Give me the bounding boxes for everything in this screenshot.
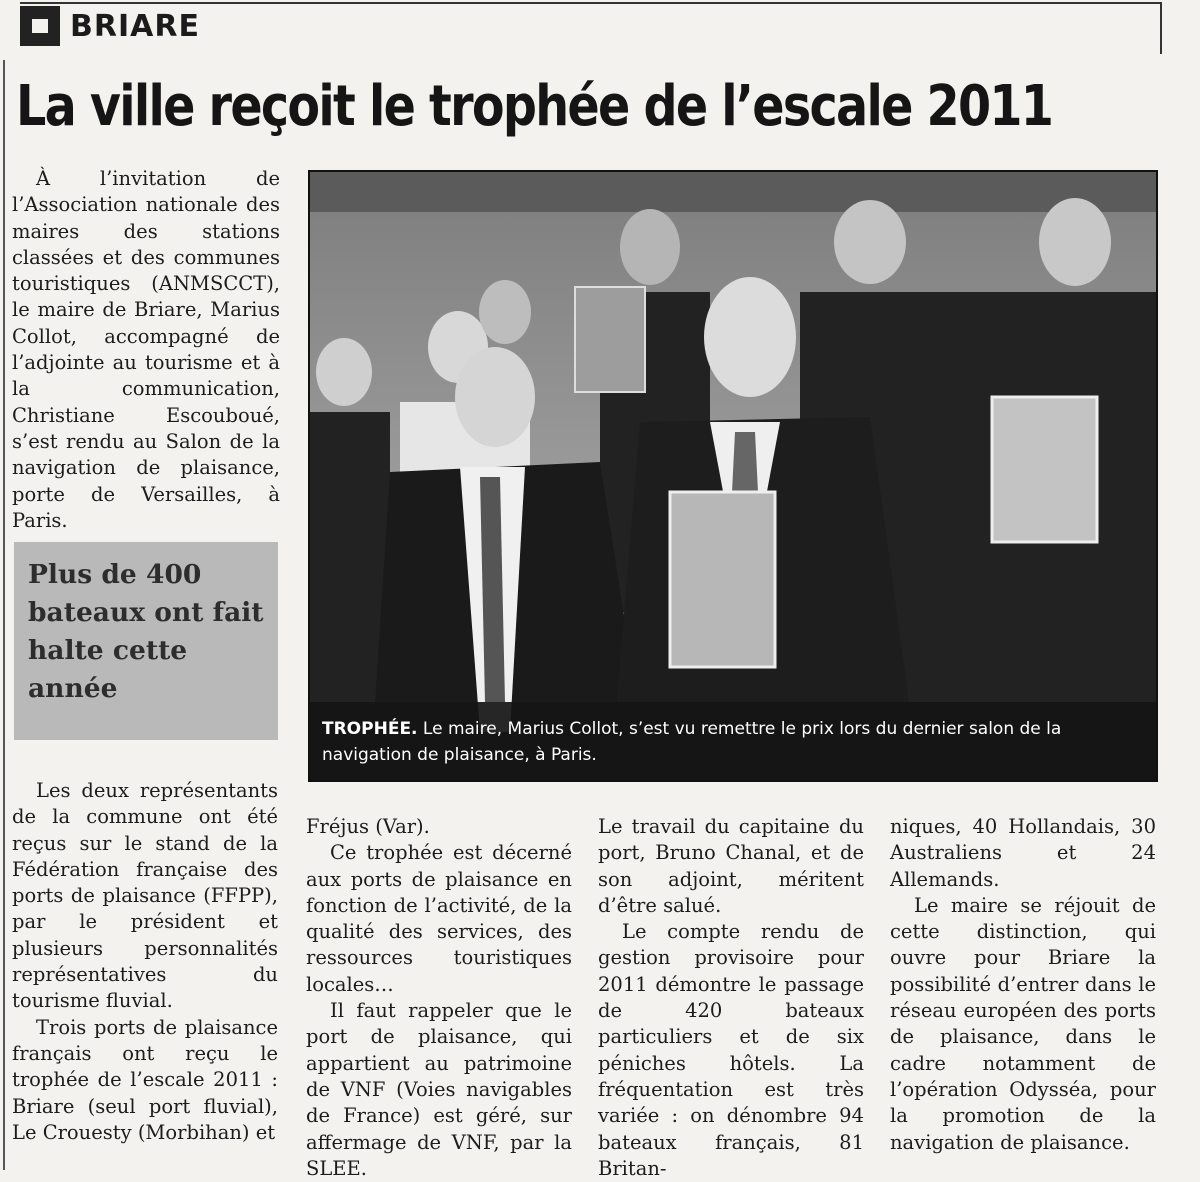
col2-paragraph-2: Ce trophée est décerné aux ports de plaisance en fonction de l’activité, de la qualité des services, des ressources touristiques locales… xyxy=(306,841,572,996)
section-label: BRIARE xyxy=(70,8,200,44)
col3-paragraph-2: Le compte rendu de gestion provisoire pour 2011 démontre le passage de 420 bateaux particuliers et de six péniches hôtels. La fréquentation est très variée : on dénombre 94 bateaux français, 81 Britan- xyxy=(598,920,864,1180)
col4-paragraph-2: Le maire se réjouit de cette distinction, qui ouvre pour Briare la possibilité d’entrer dans le réseau européen des ports de plaisance, dans le cadre notamment de l’opération Odysséa, pour la promotion de la navigation de plaisance. xyxy=(890,893,1156,1154)
col3-paragraph-1: Le travail du capitaine du port, Bruno Chanal, et de son adjoint, méritent d’être salué. xyxy=(598,815,864,917)
article-frame-left xyxy=(3,60,5,1170)
column-2 xyxy=(306,814,572,1182)
col1-paragraph-2: Trois ports de plaisance français ont reçu le trophée de l’escale 2011 : Briare (seul port fluvial), Le Crouesty (Morbihan) et xyxy=(12,1015,278,1144)
column-3 xyxy=(598,814,864,1182)
section-square-icon xyxy=(20,6,60,46)
caption-text: Le maire, Marius Collot, s’est vu remettre le prix lors du dernier salon de la navigation de plaisance, à Paris. xyxy=(322,719,1062,765)
pull-quote xyxy=(14,542,278,740)
lead-text: À l’invitation de l’Association nationale des maires des stations classées et des communes touristiques (ANMSCCT), le maire de Briare, Marius Collot, accompagné de l’adjointe au tourisme et à la communication, Christiane Escouboué, s’est rendu au Salon de la navigation de plaisance, porte de Versailles, à Paris. xyxy=(12,167,280,532)
photo-image xyxy=(310,172,1156,780)
col1-paragraph-1: Les deux représentants de la commune ont été reçus sur le stand de la Fédération française des ports de plaisance (FFPP), par le président et plusieurs personnalités représentatives du tourisme fluvial. xyxy=(12,779,278,1013)
col4-paragraph-1: niques, 40 Hollandais, 30 Australiens et 24 Allemands. xyxy=(890,815,1156,891)
column-4 xyxy=(890,814,1156,1156)
col2-paragraph-1: Fréjus (Var). xyxy=(306,815,430,838)
news-photo xyxy=(308,170,1158,782)
pull-quote-text: Plus de 400 bateaux ont fait halte cette année xyxy=(28,559,264,704)
caption-label: TROPHÉE. xyxy=(322,719,418,739)
col2-paragraph-3: Il faut rappeler que le port de plaisance, qui appartient au patrimoine de VNF (Voies navigables de France) est géré, sur affermage de VNF, par la SLEE. xyxy=(306,999,572,1180)
photo-caption xyxy=(322,716,1142,768)
lead-paragraph xyxy=(12,166,280,534)
column-1 xyxy=(12,778,278,1146)
section-tag xyxy=(20,6,200,46)
headline: La ville reçoit le trophée de l’escale 2011 xyxy=(16,74,1053,139)
